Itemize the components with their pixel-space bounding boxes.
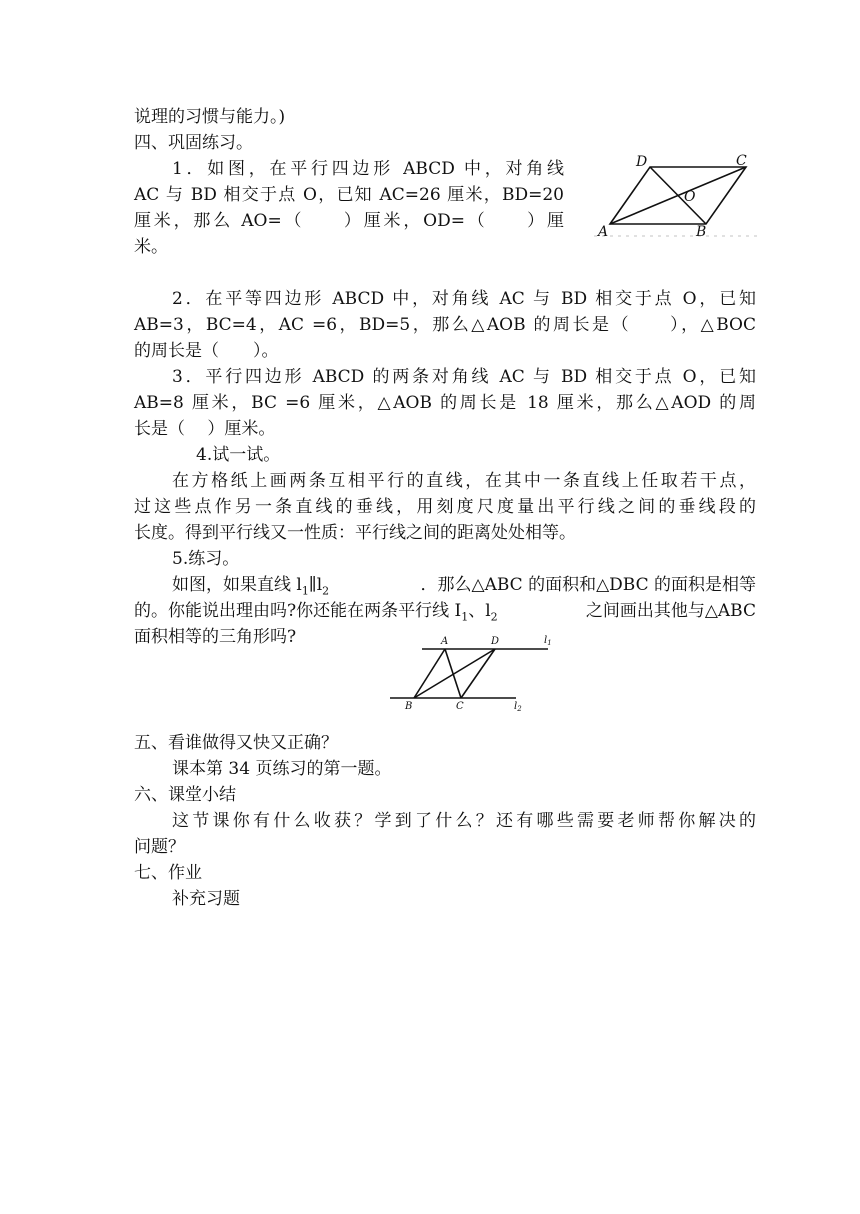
exercise-5-line-1: 如图，如果直线 $l_1\parallel l_2$ ．那么△ABC 的面积和△DBC 的面积是相等 (172, 575, 756, 598)
exercise-3-line-3: 长是（ ）厘米。 (134, 419, 276, 439)
label-a: A (441, 636, 449, 647)
exercise-1-line-2: AC 与 BD 相交于点 O，已知 AC=26 厘米，BD=20 (134, 185, 564, 205)
label-o: O (684, 189, 696, 205)
exercise-1-line-3: 厘米，那么 AO=（ ）厘米，OD=（ ）厘 (134, 211, 564, 231)
exercise-5-heading: 5.练习。 (172, 549, 240, 569)
section-5-text: 课本第 34 页练习的第一题。 (172, 759, 392, 779)
exercise-5-line-3: 面积相等的三角形吗? (134, 627, 297, 647)
label-b: B (696, 224, 707, 240)
segment-ab (414, 649, 445, 698)
section-heading-5: 五、看谁做得又快又正确？ (134, 733, 338, 753)
segment-bd (414, 649, 495, 698)
section-heading-4: 四、巩固练习。 (134, 133, 253, 153)
exercise-4-line-2: 过这些点作另一条直线的垂线，用刻度尺度量出平行线之间的垂线段的 (134, 497, 756, 517)
exercise-2-line-1: 2．在平等四边形 ABCD 中，对角线 AC 与 BD 相交于点 O，已知 (172, 289, 756, 309)
summary-line-1: 这节课你有什么收获？学到了什么？还有哪些需要老师帮你解决的 (172, 811, 756, 831)
parallel-lines-figure (388, 632, 558, 716)
label-c: C (456, 701, 464, 712)
text-line: 说理的习惯与能力。) (134, 107, 286, 127)
label-b: B (405, 701, 413, 712)
exercise-2-line-2: AB=3，BC=4，AC =6，BD=5，那么△AOB 的周长是（ ），△BOC (134, 315, 756, 335)
section-heading-7: 七、作业 (134, 863, 202, 883)
parallelogram-figure (594, 152, 760, 240)
label-l2: $l_2$ (514, 701, 522, 713)
segment-cd (461, 649, 495, 698)
exercise-1-line-1: 1．如图，在平行四边形 ABCD 中，对角线 (172, 159, 564, 179)
homework-text: 补充习题 (172, 889, 240, 909)
exercise-5-line-2: 的。你能说出理由吗?你还能在两条平行线 $I_1$、$l_2$ 之间画出其他与△ABC (134, 601, 756, 624)
exercise-4-line-1: 在方格纸上画两条互相平行的直线，在其中一条直线上任取若干点， (172, 471, 756, 491)
section-heading-6: 六、课堂小结 (134, 785, 236, 805)
label-l1: $l_1$ (544, 635, 552, 647)
exercise-1-line-4: 米。 (134, 237, 168, 257)
exercise-3-line-1: 3．平行四边形 ABCD 的两条对角线 AC 与 BD 相交于点 O，已知 (172, 367, 756, 387)
summary-line-2: 问题？ (134, 837, 185, 857)
diagonal-bd (650, 167, 706, 224)
exercise-4-heading: 4.试一试。 (196, 445, 281, 465)
exercise-2-line-3: 的周长是（ ）。 (134, 341, 279, 361)
label-a: A (598, 224, 609, 240)
label-d: D (491, 636, 500, 647)
label-c: C (736, 153, 747, 169)
label-d: D (636, 154, 648, 170)
exercise-3-line-2: AB=8 厘米，BC =6 厘米，△AOB 的周长是 18 厘米，那么△AOD 的周 (134, 393, 756, 413)
exercise-4-line-3: 长度。得到平行线又一性质：平行线之间的距离处处相等。 (134, 523, 576, 543)
